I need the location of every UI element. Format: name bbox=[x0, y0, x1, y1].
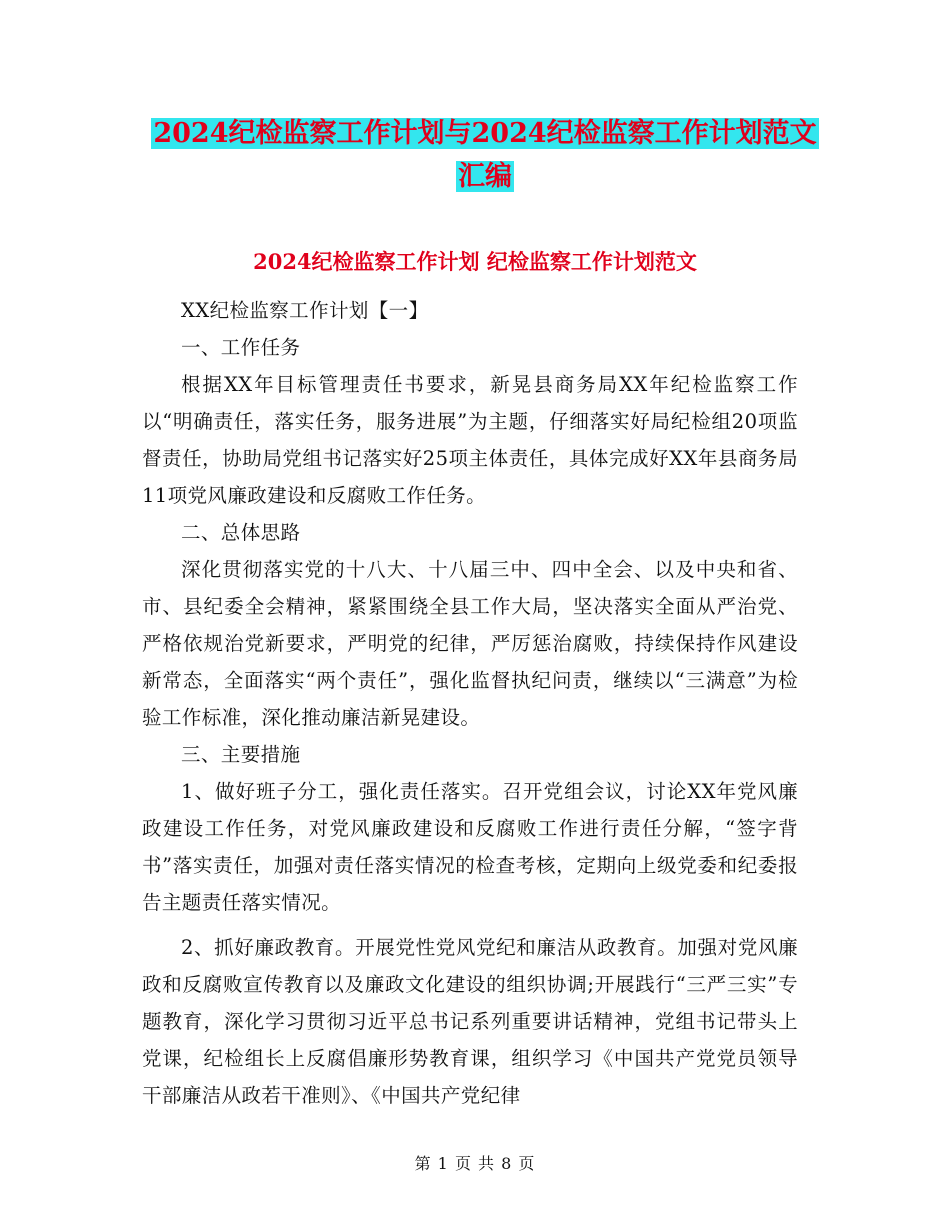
plan-heading: XX纪检监察工作计划【一】 bbox=[181, 299, 429, 322]
paragraph-measure-2: 2、抓好廉政教育。开展党性党风党纪和廉洁从政教育。加强对党风廉政和反腐败宣传教育以及廉政文化建设的组织协调;开展践行“三严三实”专题教育，深化学习贯彻习近平总书记系列重要讲话精神，党组书记带头上党课，纪检组长上反腐倡廉形势教育课，组织学习《中国共产党党员领导干部廉洁从政若干准则》、《中国共产党纪律 bbox=[142, 936, 798, 1107]
section-heading-tasks: 一、工作任务 bbox=[181, 336, 301, 359]
paragraph-tasks: 根据XX年目标管理责任书要求，新晃县商务局XX年纪检监察工作以“明确责任，落实任务，服务进展”为主题，仔细落实好局纪检组20项监督责任，协助局党组书记落实好25项主体责任，具体完成好XX年县商务局11项党风廉政建设和反腐败工作任务。 bbox=[142, 373, 798, 507]
paragraph-measure-1: 1、做好班子分工，强化责任落实。召开党组会议，讨论XX年党风廉政建设工作任务，对党风廉政建设和反腐败工作进行责任分解，“签字背书”落实责任，加强对责任落实情况的检查考核，定期向上级党委和纪委报告主题责任落实情况。 bbox=[142, 780, 798, 914]
document-subtitle: 2024纪检监察工作计划 纪检监察工作计划范文 bbox=[253, 249, 697, 274]
section-heading-approach: 二、总体思路 bbox=[181, 521, 301, 544]
document-body bbox=[142, 292, 798, 1114]
page-footer: 第 1 页 共 8 页 bbox=[414, 1154, 536, 1173]
section-heading-measures: 三、主要措施 bbox=[181, 743, 301, 766]
document-title-text: 2024纪检监察工作计划与2024纪检监察工作计划范文汇编 bbox=[153, 118, 817, 192]
document-title bbox=[140, 112, 830, 198]
paragraph-approach: 深化贯彻落实党的十八大、十八届三中、四中全会、以及中央和省、市、县纪委全会精神，紧紧围绕全县工作大局，坚决落实全面从严治党、严格依规治党新要求，严明党的纪律，严厉惩治腐败，持续保持作风建设新常态，全面落实“两个责任”，强化监督执纪问责，继续以“三满意”为检验工作标准，深化推动廉洁新晃建设。 bbox=[142, 558, 798, 729]
